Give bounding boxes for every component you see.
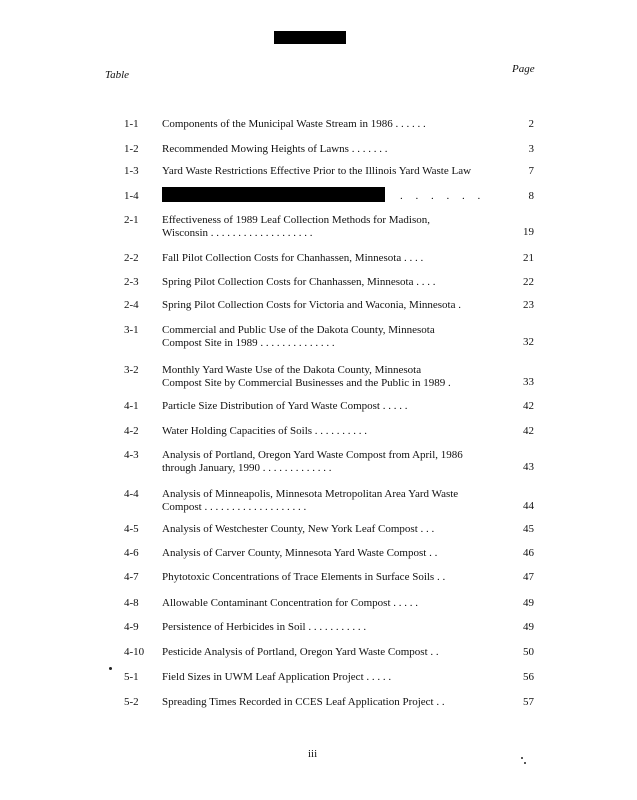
table-title-line: Compost Site by Commercial Businesses and the Public in 1989 . <box>162 377 451 389</box>
table-page-number: 44 <box>523 500 534 512</box>
table-page-number: 57 <box>523 696 534 708</box>
table-page-number: 50 <box>523 646 534 658</box>
table-column-header: Table <box>105 69 130 81</box>
table-title-line: Compost . . . . . . . . . . . . . . . . . . . <box>162 501 307 513</box>
table-title-line: Yard Waste Restrictions Effective Prior to the Illinois Yard Waste Law <box>162 165 472 177</box>
table-number: 5-1 <box>124 671 139 683</box>
table-page-number: 7 <box>528 165 534 177</box>
table-title-line: Allowable Contaminant Concentration for Compost . . . . . <box>162 597 419 609</box>
table-page-number: 32 <box>523 336 534 348</box>
table-page-number: 43 <box>523 461 534 473</box>
page-column-header: Page <box>512 63 535 75</box>
redaction-bar <box>162 187 385 202</box>
table-title-line: Recommended Mowing Heights of Lawns . . . . . . . <box>162 143 388 155</box>
table-title-line: Pesticide Analysis of Portland, Oregon Yard Waste Compost . . <box>162 646 439 658</box>
table-title-line: Wisconsin . . . . . . . . . . . . . . . . . . . <box>162 227 313 239</box>
table-title-line: Components of the Municipal Waste Stream in 1986 . . . . . . <box>162 118 426 130</box>
table-number: 5-2 <box>124 696 139 708</box>
table-title-line: Analysis of Westchester County, New York Leaf Compost . . . <box>162 523 435 535</box>
leader-dots: . . . . . . <box>400 190 486 202</box>
table-title-line: Phytotoxic Concentrations of Trace Elements in Surface Soils . . <box>162 571 446 583</box>
table-title-line: Field Sizes in UWM Leaf Application Project . . . . . <box>162 671 392 683</box>
table-number: 4-7 <box>124 571 139 583</box>
table-title-line: Particle Size Distribution of Yard Waste Compost . . . . . <box>162 400 408 412</box>
table-title-line: Analysis of Minneapolis, Minnesota Metropolitan Area Yard Waste <box>162 488 459 500</box>
table-number: 4-8 <box>124 597 139 609</box>
table-number: 2-1 <box>124 214 139 226</box>
table-number: 3-1 <box>124 324 139 336</box>
table-number: 4-3 <box>124 449 139 461</box>
table-page-number: 21 <box>523 252 534 264</box>
table-title-line: Effectiveness of 1989 Leaf Collection Methods for Madison, <box>162 214 431 226</box>
table-page-number: 49 <box>523 597 534 609</box>
table-title-line: Water Holding Capacities of Soils . . . . . . . . . . <box>162 425 368 437</box>
table-number: 4-4 <box>124 488 139 500</box>
table-title-line: Spreading Times Recorded in CCES Leaf Application Project . . <box>162 696 445 708</box>
table-page-number: 3 <box>528 143 534 155</box>
table-title-line: Spring Pilot Collection Costs for Victoria and Waconia, Minnesota . <box>162 299 461 311</box>
scan-speck <box>109 667 112 670</box>
scan-speck <box>521 757 523 759</box>
table-page-number: 19 <box>523 226 534 238</box>
table-title-line: Commercial and Public Use of the Dakota County, Minnesota <box>162 324 435 336</box>
table-number: 4-5 <box>124 523 139 535</box>
table-number: 4-9 <box>124 621 139 633</box>
table-number: 2-4 <box>124 299 139 311</box>
table-page-number: 49 <box>523 621 534 633</box>
table-page-number: 42 <box>523 400 534 412</box>
table-title-line: Spring Pilot Collection Costs for Chanhassen, Minnesota . . . . <box>162 276 436 288</box>
table-title-line: Monthly Yard Waste Use of the Dakota County, Minnesota <box>162 364 422 376</box>
table-number: 4-2 <box>124 425 139 437</box>
table-number: 2-3 <box>124 276 139 288</box>
table-page-number: 42 <box>523 425 534 437</box>
table-number: 1-3 <box>124 165 139 177</box>
footer-page-number: iii <box>308 748 318 760</box>
table-number: 1-1 <box>124 118 139 130</box>
table-number: 4-6 <box>124 547 139 559</box>
table-number: 2-2 <box>124 252 139 264</box>
table-title-line: Analysis of Portland, Oregon Yard Waste Compost from April, 1986 <box>162 449 463 461</box>
table-number: 4-10 <box>124 646 145 658</box>
table-page-number: 23 <box>523 299 534 311</box>
table-page-number: 33 <box>523 376 534 388</box>
table-title-line: Persistence of Herbicides in Soil . . . . . . . . . . . <box>162 621 367 633</box>
table-page-number: 47 <box>523 571 534 583</box>
table-number: 4-1 <box>124 400 139 412</box>
table-page-number: 2 <box>528 118 534 130</box>
table-page-number: 22 <box>523 276 534 288</box>
scan-speck <box>524 762 526 764</box>
table-page-number: 46 <box>523 547 534 559</box>
table-number: 3-2 <box>124 364 139 376</box>
table-title-line: Analysis of Carver County, Minnesota Yard Waste Compost . . <box>162 547 438 559</box>
table-page-number: 56 <box>523 671 534 683</box>
table-number: 1-2 <box>124 143 139 155</box>
table-page-number: 8 <box>528 190 534 202</box>
table-title-line: Fall Pilot Collection Costs for Chanhassen, Minnesota . . . . <box>162 252 424 264</box>
table-title-line: Compost Site in 1989 . . . . . . . . . . . . . . <box>162 337 335 349</box>
table-page-number: 45 <box>523 523 534 535</box>
table-title-line: through January, 1990 . . . . . . . . . . . . . <box>162 462 332 474</box>
redaction-bar-top <box>274 31 346 44</box>
table-number: 1-4 <box>124 190 139 202</box>
